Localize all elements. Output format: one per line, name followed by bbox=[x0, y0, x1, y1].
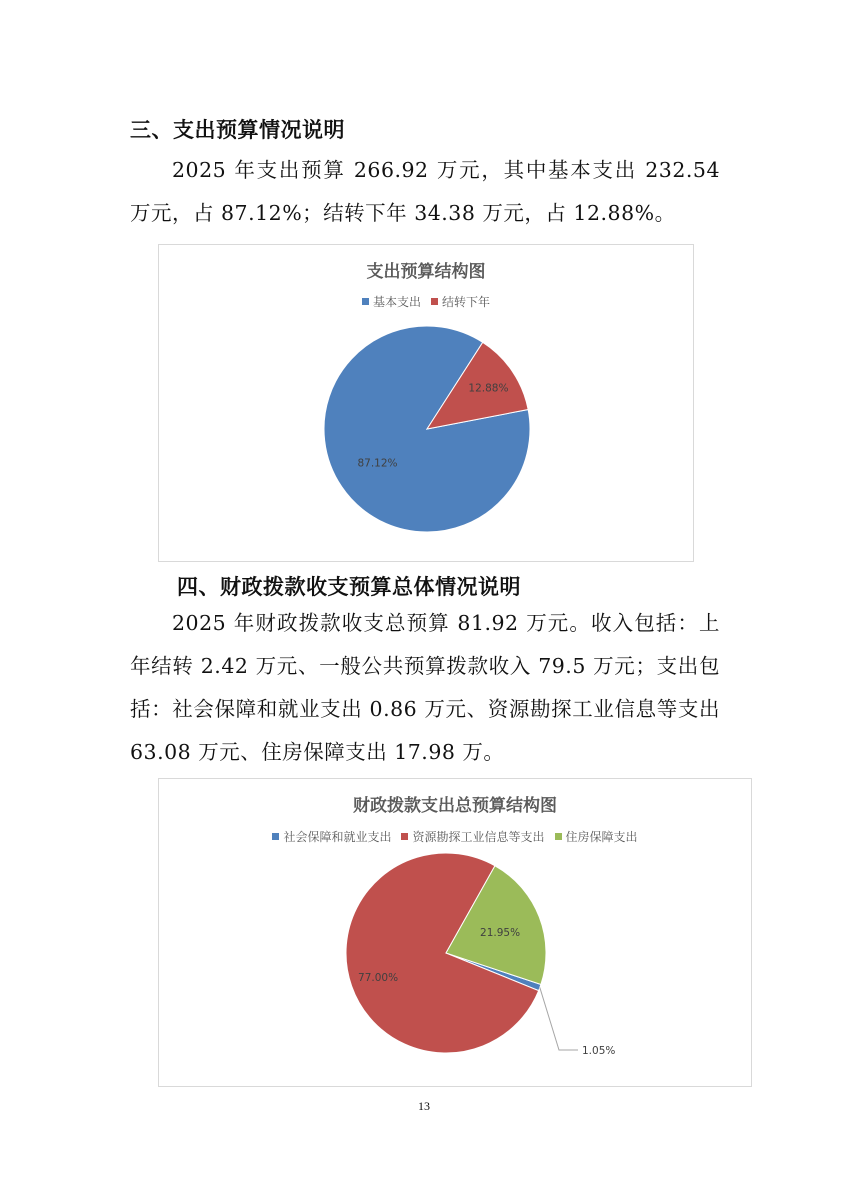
expenditure-structure-chart bbox=[158, 244, 694, 562]
data-label: 77.00% bbox=[358, 971, 399, 984]
leader-line bbox=[540, 988, 578, 1050]
fiscal-paragraph: 2025 年财政拨款收支总预算 81.92 万元。收入包括：上年结转 2.42 万元、一般公共预算拨款收入 79.5 万元；支出包括：社会保障和就业支出 0.86 万元、资源勘探工业信息等支出 63.08 万元、住房保障支出 17.98 万。 bbox=[130, 611, 720, 764]
legend-label: 结转下年 bbox=[442, 295, 491, 309]
data-label: 21.95% bbox=[480, 927, 521, 940]
expenditure-paragraph: 2025 年支出预算 266.92 万元，其中基本支出 232.54 万元，占 87.12%；结转下年 34.38 万元，占 12.88%。 bbox=[130, 158, 720, 225]
section-heading-fiscal: 四、财政拨款收支预算总体情况说明 bbox=[177, 575, 521, 599]
fiscal-structure-chart bbox=[158, 778, 752, 1087]
chart-title: 支出预算结构图 bbox=[366, 262, 486, 282]
section-heading-expenditure: 三、支出预算情况说明 bbox=[130, 118, 345, 142]
legend-label: 基本支出 bbox=[372, 295, 421, 309]
pie-plot bbox=[159, 779, 751, 1086]
chart-title: 财政拨款支出总预算结构图 bbox=[353, 796, 557, 816]
data-label: 1.05% bbox=[582, 1045, 616, 1057]
legend-label: 资源勘探工业信息等支出 bbox=[412, 830, 545, 844]
data-label: 12.88% bbox=[468, 382, 509, 395]
legend-label: 住房保障支出 bbox=[565, 830, 638, 844]
pie-plot bbox=[159, 245, 693, 561]
page-number: 13 bbox=[418, 1099, 430, 1113]
legend-label: 社会保障和就业支出 bbox=[283, 830, 392, 844]
data-label: 87.12% bbox=[357, 457, 398, 470]
